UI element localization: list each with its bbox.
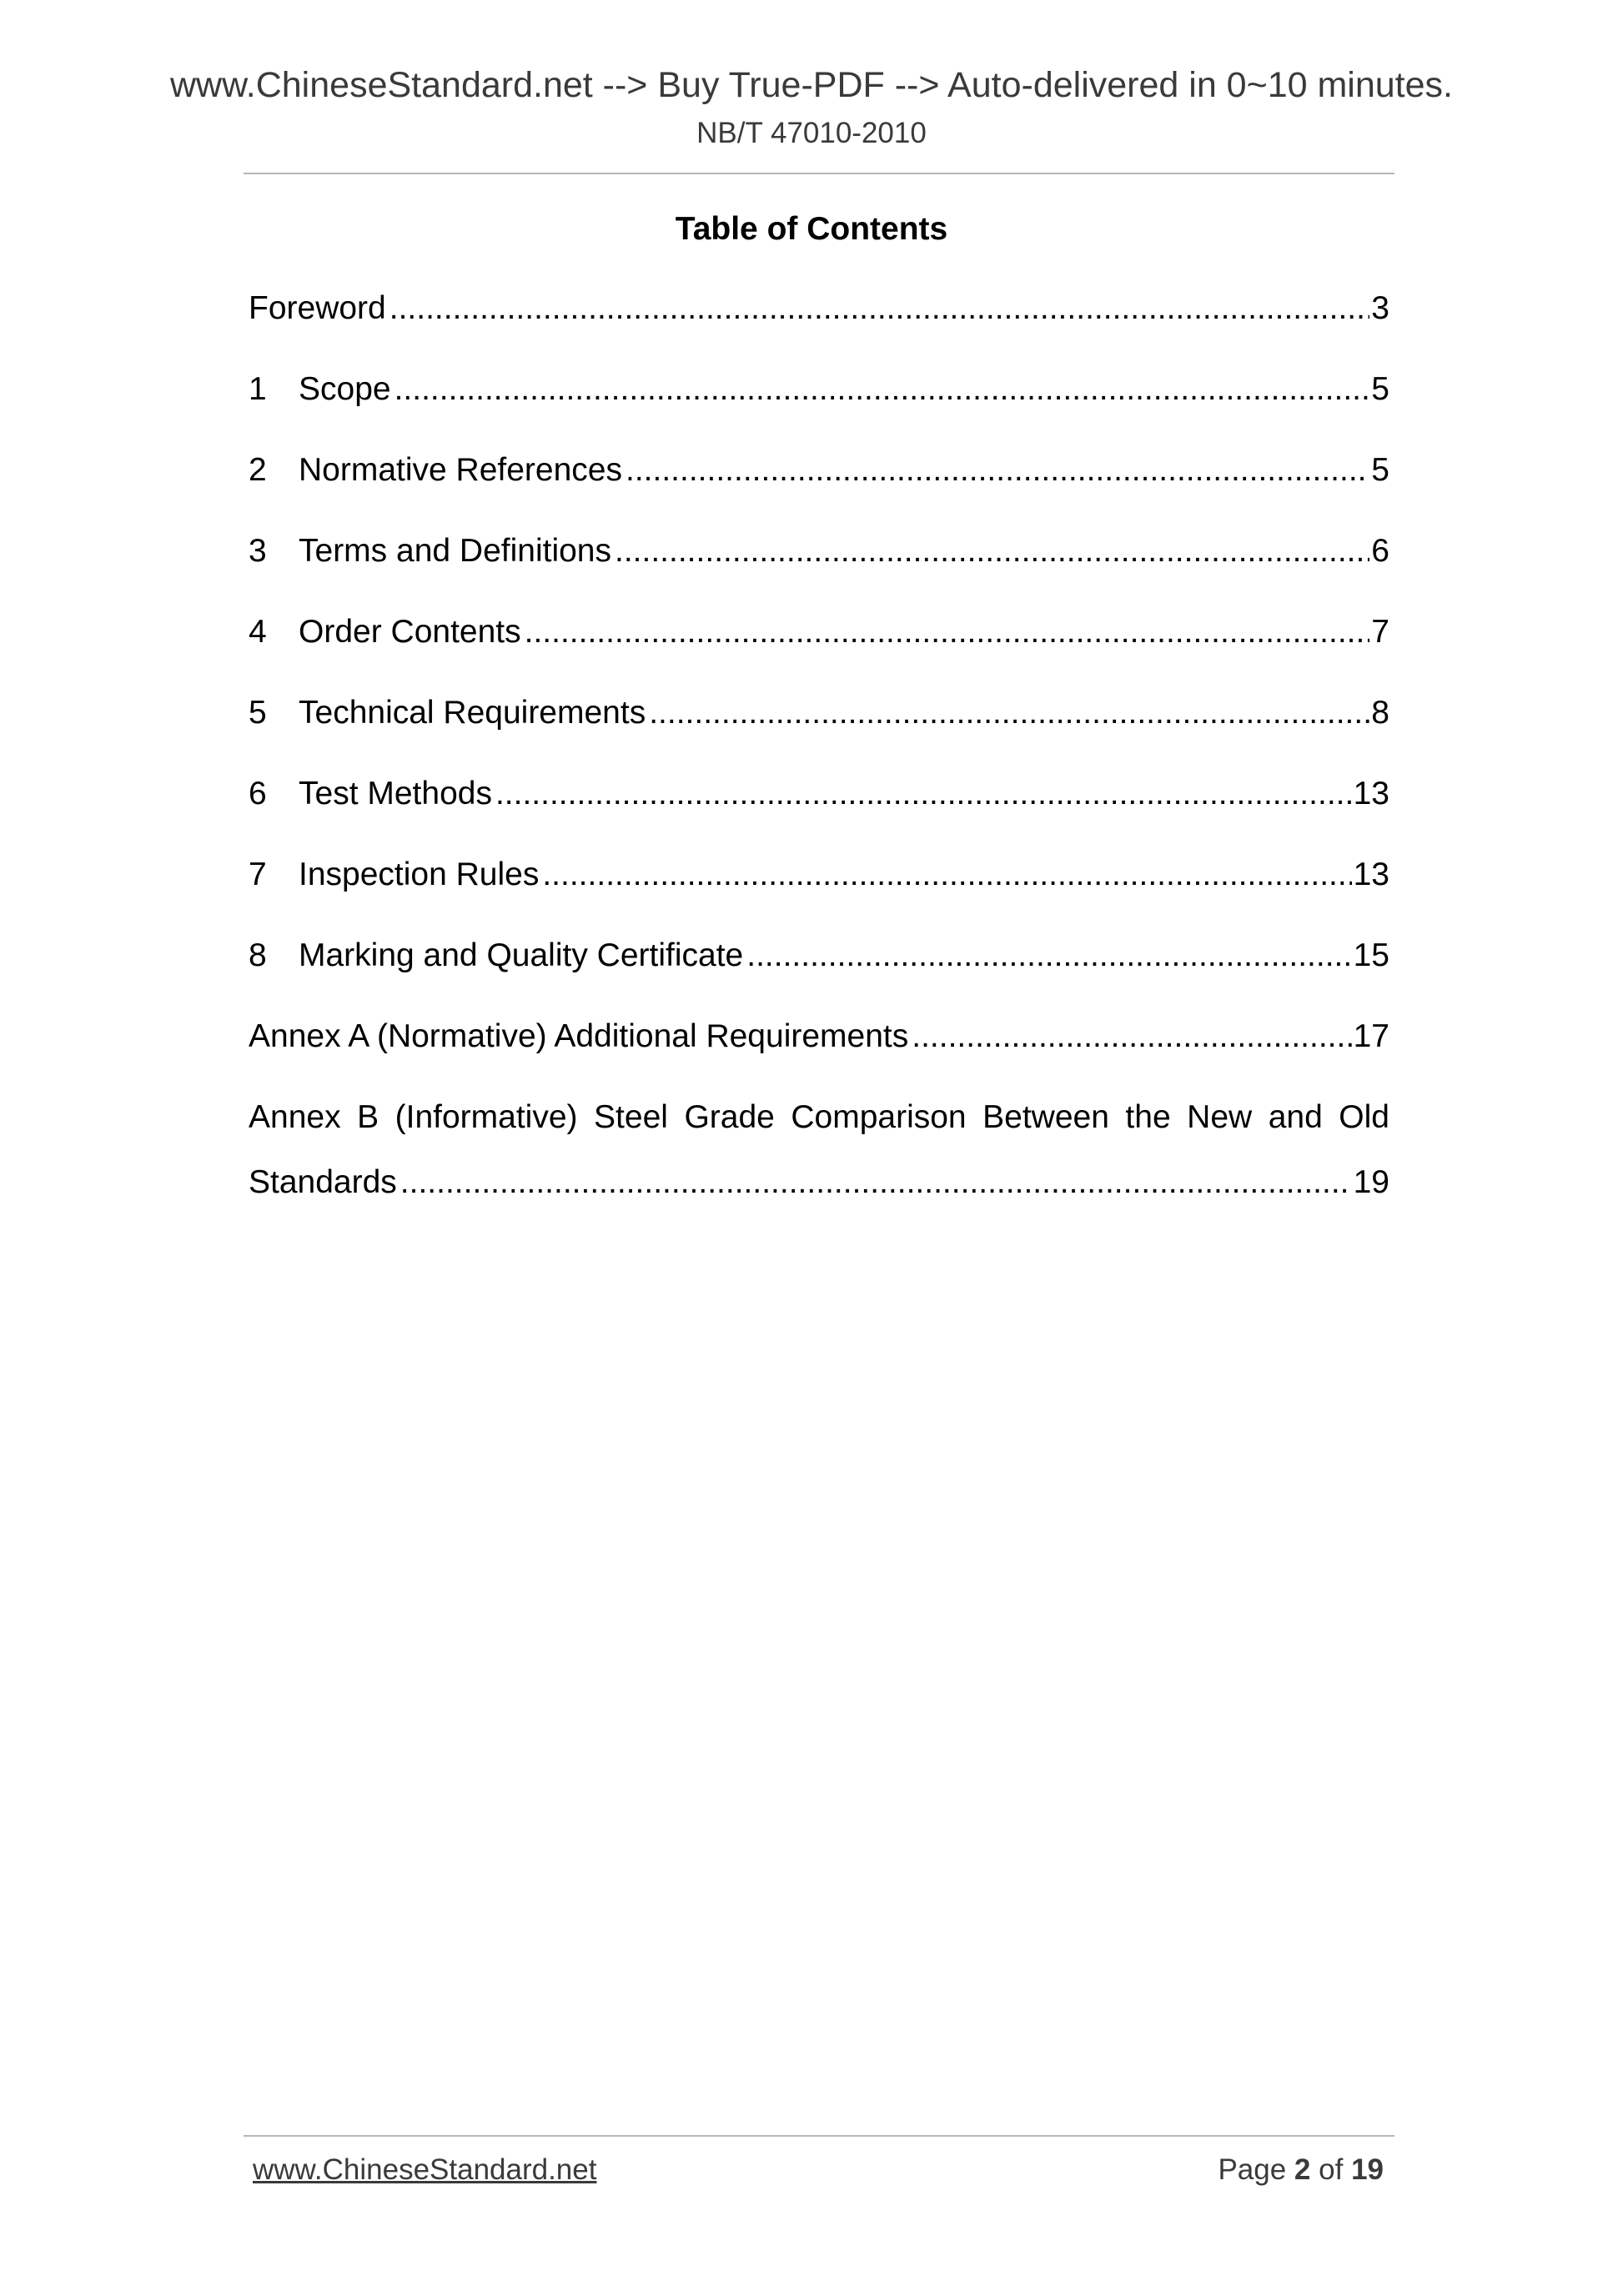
toc-entry-terms-definitions[interactable] bbox=[249, 526, 1389, 607]
toc-entry-number: 8 bbox=[249, 937, 267, 973]
header-banner: www.ChineseStandard.net --> Buy True-PDF --> Auto-delivered in 0~10 minutes. bbox=[169, 65, 1453, 105]
toc-entry-scope[interactable] bbox=[249, 364, 1389, 445]
page-total: 19 bbox=[1351, 2153, 1384, 2186]
toc-dot-leader bbox=[615, 526, 1369, 576]
page-prefix: Page bbox=[1218, 2153, 1287, 2186]
toc-entry-page: 13 bbox=[1353, 857, 1389, 892]
toc-entry-number: 4 bbox=[249, 614, 267, 650]
toc-entry-inspection-rules[interactable] bbox=[249, 850, 1389, 931]
toc-entry-number: 1 bbox=[249, 371, 267, 407]
toc-entry-label: Foreword bbox=[249, 290, 386, 326]
toc-entry-page: 6 bbox=[1371, 533, 1389, 569]
toc-entry-label: Terms and Definitions bbox=[299, 533, 611, 569]
header-divider bbox=[244, 173, 1394, 174]
toc-entry-label: Marking and Quality Certificate bbox=[299, 937, 744, 973]
toc-entry-label-continued: Standards bbox=[249, 1164, 397, 1200]
toc-entry-page: 8 bbox=[1371, 695, 1389, 731]
toc-entry-label: Inspection Rules bbox=[299, 857, 540, 892]
toc-entry-page: 5 bbox=[1371, 371, 1389, 407]
toc-entry-annex-b[interactable] bbox=[249, 1093, 1389, 1208]
toc-dot-leader bbox=[626, 445, 1369, 495]
toc-entry-number: 7 bbox=[249, 857, 267, 892]
table-of-contents bbox=[249, 284, 1389, 1208]
toc-entry-page: 15 bbox=[1353, 937, 1389, 973]
page-of: of bbox=[1319, 2153, 1344, 2186]
page-current: 2 bbox=[1294, 2153, 1311, 2186]
toc-entry-label: Annex B (Informative) Steel Grade Comparison Between the New and Old bbox=[249, 1099, 1389, 1135]
toc-dot-leader bbox=[525, 607, 1370, 657]
toc-entry-continuation bbox=[249, 1158, 1389, 1208]
footer-website-link[interactable]: www.ChineseStandard.net bbox=[253, 2153, 597, 2186]
toc-entry-page: 17 bbox=[1353, 1018, 1389, 1054]
toc-entry-label: Technical Requirements bbox=[299, 695, 646, 731]
toc-entry-label: Normative References bbox=[299, 452, 622, 488]
toc-entry-page: 7 bbox=[1371, 614, 1389, 650]
toc-dot-leader bbox=[542, 850, 1351, 900]
footer-page-number bbox=[1218, 2153, 1384, 2187]
toc-dot-leader bbox=[912, 1012, 1351, 1062]
toc-entry-foreword[interactable] bbox=[249, 284, 1389, 364]
toc-entry-number: 2 bbox=[249, 452, 267, 488]
toc-dot-leader bbox=[389, 284, 1370, 334]
toc-entry-order-contents[interactable] bbox=[249, 607, 1389, 688]
toc-dot-leader bbox=[495, 769, 1352, 819]
toc-title: Table of Contents bbox=[675, 211, 948, 247]
toc-entry-number: 6 bbox=[249, 776, 267, 811]
toc-entry-number: 3 bbox=[249, 533, 267, 569]
toc-entry-page: 19 bbox=[1353, 1164, 1389, 1200]
toc-entry-page: 13 bbox=[1353, 776, 1389, 811]
toc-entry-annex-a[interactable] bbox=[249, 1012, 1389, 1093]
toc-entry-normative-references[interactable] bbox=[249, 445, 1389, 526]
toc-entry-test-methods[interactable] bbox=[249, 769, 1389, 850]
toc-entry-label: Annex A (Normative) Additional Requirements bbox=[249, 1018, 909, 1054]
toc-dot-leader bbox=[746, 931, 1351, 981]
toc-dot-leader bbox=[394, 364, 1370, 414]
toc-entry-label: Order Contents bbox=[299, 614, 521, 650]
toc-dot-leader bbox=[649, 688, 1369, 738]
standard-code: NB/T 47010-2010 bbox=[696, 117, 927, 149]
toc-dot-leader bbox=[400, 1158, 1352, 1208]
toc-entry-label: Scope bbox=[299, 371, 391, 407]
footer-divider bbox=[244, 2135, 1394, 2137]
toc-entry-marking-quality-certificate[interactable] bbox=[249, 931, 1389, 1012]
toc-entry-page: 3 bbox=[1371, 290, 1389, 326]
toc-entry-page: 5 bbox=[1371, 452, 1389, 488]
toc-entry-number: 5 bbox=[249, 695, 267, 731]
toc-entry-label: Test Methods bbox=[299, 776, 492, 811]
toc-entry-technical-requirements[interactable] bbox=[249, 688, 1389, 769]
